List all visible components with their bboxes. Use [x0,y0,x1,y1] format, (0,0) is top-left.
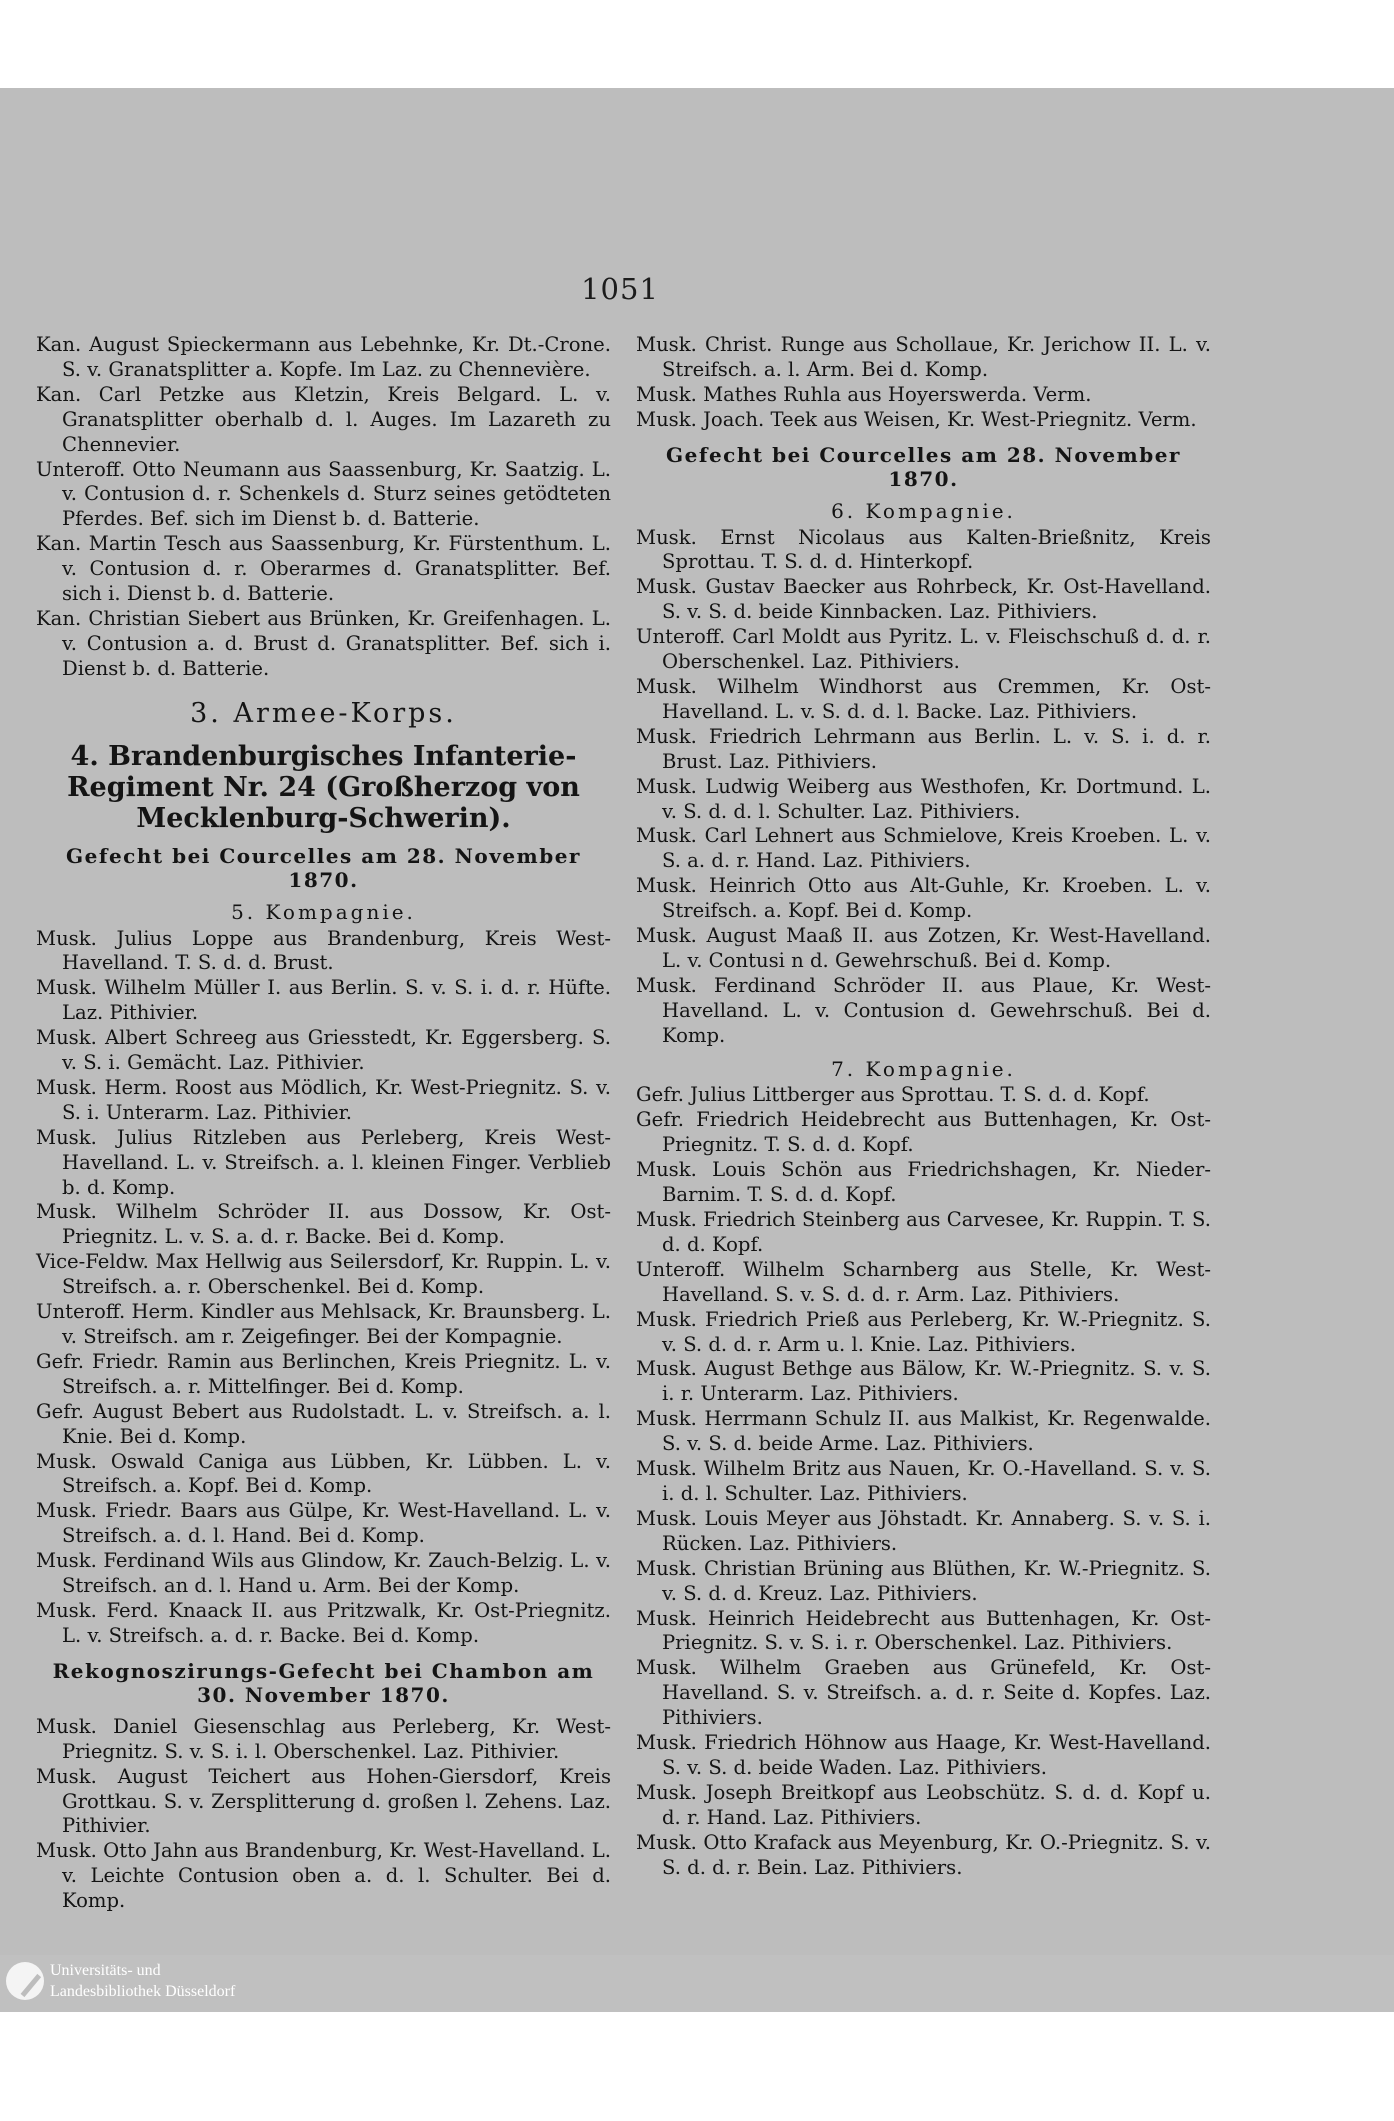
casualty-entry: Musk. August Teichert aus Hohen-Giersdorf, Kreis Grottkau. S. v. Zersplitterung d. großen l. Zehens. Laz. Pithivier. [36,1764,611,1838]
casualty-entry: Musk. Christian Brüning aus Blüthen, Kr. W.-Priegnitz. S. v. S. d. d. Kreuz. Laz. Pithiviers. [636,1556,1211,1605]
corps-heading: 3. Armee-Korps. [190,697,457,729]
casualty-entry: Musk. Ferd. Knaack II. aus Pritzwalk, Kr. Ost-Priegnitz. L. v. Streifsch. a. d. r. Backe. Bei d. Komp. [36,1598,611,1647]
casualty-entry: Musk. Julius Loppe aus Brandenburg, Kreis West-Havelland. T. S. d. d. Brust. [36,926,611,975]
left-column [36,333,611,1914]
library-name [50,1960,235,2002]
casualty-entry: Musk. Friedrich Steinberg aus Carvesee, Kr. Ruppin. T. S. d. d. Kopf. [636,1208,1211,1256]
casualty-entry: Musk. Ferdinand Wils aus Glindow, Kr. Zauch-Belzig. L. v. Streifsch. an d. l. Hand u. Arm. Bei der Komp. [36,1549,611,1598]
left-entries-company [36,927,611,1649]
casualty-entry: Musk. Joseph Breitkopf aus Leobschütz. S. d. d. Kopf u. d. r. Hand. Laz. Pithiviers. [636,1780,1211,1829]
casualty-entry: Musk. Heinrich Heidebrecht aus Buttenhagen, Kr. Ost-Priegnitz. S. v. S. i. r. Oberschenkel. Laz. Pithiviers. [636,1606,1211,1655]
scanned-page [0,88,1394,2012]
casualty-entry: Musk. Otto Krafack aus Meyenburg, Kr. O.-Priegnitz. S. v. S. d. d. r. Bein. Laz. Pithiviers. [636,1830,1211,1879]
battle-heading: Gefecht bei Courcelles am 28. November 1870. [66,843,581,892]
casualty-entry: Gefr. Friedr. Ramin aus Berlinchen, Kreis Priegnitz. L. v. Streifsch. a. r. Mittelfinger. Bei d. Komp. [36,1349,611,1398]
casualty-entry: Musk. Friedr. Baars aus Gülpe, Kr. West-Havelland. L. v. Streifsch. a. d. l. Hand. Bei d. Komp. [36,1499,611,1548]
casualty-entry: Musk. August Maaß II. aus Zotzen, Kr. West-Havelland. L. v. Contusi n d. Gewehrschuß. Bei d. Komp. [636,924,1211,972]
library-footer [0,1955,1394,2012]
page-number: 1051 [581,272,659,306]
casualty-entry: Musk. Mathes Ruhla aus Hoyerswerda. Verm. [636,382,1092,406]
left-entries-recon [36,1715,611,1914]
regiment-heading: 4. Brandenburgisches Infanterie-Regiment Nr. 24 (Großherzog von Mecklenburg-Schwerin). [67,740,580,834]
casualty-entry: Unteroff. Carl Moldt aus Pyritz. L. v. Fleischschuß d. d. r. Oberschenkel. Laz. Pithiviers. [636,625,1211,674]
casualty-entry: Musk. Joach. Teek aus Weisen, Kr. West-Priegnitz. Verm. [636,407,1197,431]
casualty-entry: Musk. Heinrich Otto aus Alt-Guhle, Kr. Kroeben. L. v. Streifsch. a. Kopf. Bei d. Komp. [636,874,1211,923]
casualty-entry: Musk. Christ. Runge aus Schollaue, Kr. Jerichow II. L. v. Streifsch. a. l. Arm. Bei d. Komp. [636,333,1211,381]
casualty-entry: Musk. Herm. Roost aus Mödlich, Kr. West-Priegnitz. S. v. S. i. Unterarm. Laz. Pithivier. [36,1075,611,1124]
company6-heading: 6. Kompagnie. [831,498,1016,523]
library-name-line1: Universitäts- und [50,1962,161,1979]
right-column [636,333,1211,1880]
library-name-line2: Landesbibliothek Düsseldorf [50,1983,236,2000]
right-battle-heading: Gefecht bei Courcelles am 28. November 1870. [666,442,1181,491]
casualty-entry: Musk. Friedrich Höhnow aus Haage, Kr. West-Havelland. S. v. S. d. beide Waden. Laz. Pithiviers. [636,1731,1211,1779]
casualty-entry: Kan. Carl Petzke aus Kletzin, Kreis Belgard. L. v. Granatsplitter oberhalb d. l. Auges. Im Lazareth zu Chennevier. [36,382,611,456]
company7-heading: 7. Kompagnie. [831,1056,1016,1081]
casualty-entry: Musk. Otto Jahn aus Brandenburg, Kr. West-Havelland. L. v. Leichte Contusion oben a. d. l. Schulter. Bei d. Komp. [36,1839,611,1913]
casualty-entry: Musk. Louis Schön aus Friedrichshagen, Kr. Nieder-Barnim. T. S. d. d. Kopf. [636,1158,1211,1207]
casualty-entry: Gefr. Friedrich Heidebrecht aus Buttenhagen, Kr. Ost-Priegnitz. T. S. d. d. Kopf. [636,1108,1211,1157]
casualty-entry: Kan. August Spieckermann aus Lebehnke, Kr. Dt.-Crone. S. v. Granatsplitter a. Kopfe. Im Laz. zu Chennevière. [36,333,611,381]
left-entries-top [36,333,611,682]
casualty-entry: Musk. Louis Meyer aus Jöhstadt. Kr. Annaberg. S. v. S. i. Rücken. Laz. Pithiviers. [636,1506,1211,1555]
casualty-entry: Musk. Friedrich Prieß aus Perleberg, Kr. W.-Priegnitz. S. v. S. d. d. r. Arm u. l. Knie. Laz. Pithiviers. [636,1307,1211,1356]
casualty-entry: Musk. Oswald Caniga aus Lübben, Kr. Lübben. L. v. Streifsch. a. Kopf. Bei d. Komp. [36,1449,611,1498]
casualty-entry: Musk. Albert Schreeg aus Griesstedt, Kr. Eggersberg. S. v. S. i. Gemächt. Laz. Pithivier. [36,1026,611,1075]
casualty-entry: Musk. Herrmann Schulz II. aus Malkist, Kr. Regenwalde. S. v. S. d. beide Arme. Laz. Pithiviers. [636,1407,1211,1456]
right-entries-top [636,333,1211,433]
casualty-entry: Musk. Wilhelm Windhorst aus Cremmen, Kr. Ost-Havelland. L. v. S. d. d. l. Backe. Laz. Pithiviers. [636,674,1211,723]
casualty-entry: Musk. Wilhelm Schröder II. aus Dossow, Kr. Ost-Priegnitz. L. v. S. a. d. r. Backe. Bei d. Komp. [36,1200,611,1249]
right-entries-company7 [636,1083,1211,1880]
casualty-entry: Musk. Julius Ritzleben aus Perleberg, Kreis West-Havelland. L. v. Streifsch. a. l. kleinen Finger. Verblieb b. d. Komp. [36,1125,611,1199]
casualty-entry: Musk. Ferdinand Schröder II. aus Plaue, Kr. West-Havelland. L. v. Contusion d. Gewehrschuß. Bei d. Komp. [636,973,1211,1047]
recon-heading: Rekognoszirungs-Gefecht bei Chambon am 30. November 1870. [52,1658,595,1707]
casualty-entry: Gefr. Julius Littberger aus Sprottau. T. S. d. d. Kopf. [636,1083,1150,1107]
casualty-entry: Musk. Gustav Baecker aus Rohrbeck, Kr. Ost-Havelland. S. v. S. d. beide Kinnbacken. Laz. Pithiviers. [636,575,1211,624]
company-heading: 5. Kompagnie. [231,899,416,924]
casualty-entry: Kan. Christian Siebert aus Brünken, Kr. Greifenhagen. L. v. Contusion a. d. Brust d. Granatsplitter. Bef. sich i. Dienst b. d. Batterie. [36,606,611,680]
casualty-entry: Musk. Wilhelm Müller I. aus Berlin. S. v. S. i. d. r. Hüfte. Laz. Pithivier. [36,976,611,1025]
casualty-entry: Unteroff. Otto Neumann aus Saassenburg, Kr. Saatzig. L. v. Contusion d. r. Schenkels d. Sturz seines getödteten Pferdes. Bef. sich im Dienst b. d. Batterie. [36,457,611,531]
casualty-entry: Musk. Wilhelm Britz aus Nauen, Kr. O.-Havelland. S. v. S. i. d. l. Schulter. Laz. Pithiviers. [636,1457,1211,1505]
casualty-entry: Musk. August Bethge aus Bälow, Kr. W.-Priegnitz. S. v. S. i. r. Unterarm. Laz. Pithiviers. [636,1357,1211,1406]
casualty-entry: Musk. Ludwig Weiberg aus Westhofen, Kr. Dortmund. L. v. S. d. d. l. Schulter. Laz. Pithiviers. [636,774,1211,823]
casualty-entry: Musk. Daniel Giesenschlag aus Perleberg, Kr. West-Priegnitz. S. v. S. i. l. Oberschenkel. Laz. Pithivier. [36,1714,611,1763]
casualty-entry: Gefr. August Bebert aus Rudolstadt. L. v. Streifsch. a. l. Knie. Bei d. Komp. [36,1399,611,1448]
casualty-entry: Musk. Carl Lehnert aus Schmielove, Kreis Kroeben. L. v. S. a. d. r. Hand. Laz. Pithiviers. [636,824,1211,873]
casualty-entry: Musk. Ernst Nicolaus aus Kalten-Brießnitz, Kreis Sprottau. T. S. d. d. Hinterkopf. [636,525,1211,574]
casualty-entry: Kan. Martin Tesch aus Saassenburg, Kr. Fürstenthum. L. v. Contusion d. r. Oberarmes d. Granatsplitter. Bef. sich i. Dienst b. d. Batterie. [36,532,611,606]
ulb-logo-icon [6,1962,44,2000]
casualty-entry: Unteroff. Wilhelm Scharnberg aus Stelle, Kr. West-Havelland. S. v. S. d. d. r. Arm. Laz. Pithiviers. [636,1257,1211,1306]
casualty-entry: Musk. Wilhelm Graeben aus Grünefeld, Kr. Ost-Havelland. S. v. Streifsch. a. d. r. Seite d. Kopfes. Laz. Pithiviers. [636,1656,1211,1730]
casualty-entry: Musk. Friedrich Lehrmann aus Berlin. L. v. S. i. d. r. Brust. Laz. Pithiviers. [636,724,1211,773]
casualty-entry: Vice-Feldw. Max Hellwig aus Seilersdorf, Kr. Ruppin. L. v. Streifsch. a. r. Oberschenkel. Bei d. Komp. [36,1250,611,1299]
right-entries-company6 [636,526,1211,1049]
casualty-entry: Unteroff. Herm. Kindler aus Mehlsack, Kr. Braunsberg. L. v. Streifsch. am r. Zeigefinger. Bei der Kompagnie. [36,1300,612,1348]
